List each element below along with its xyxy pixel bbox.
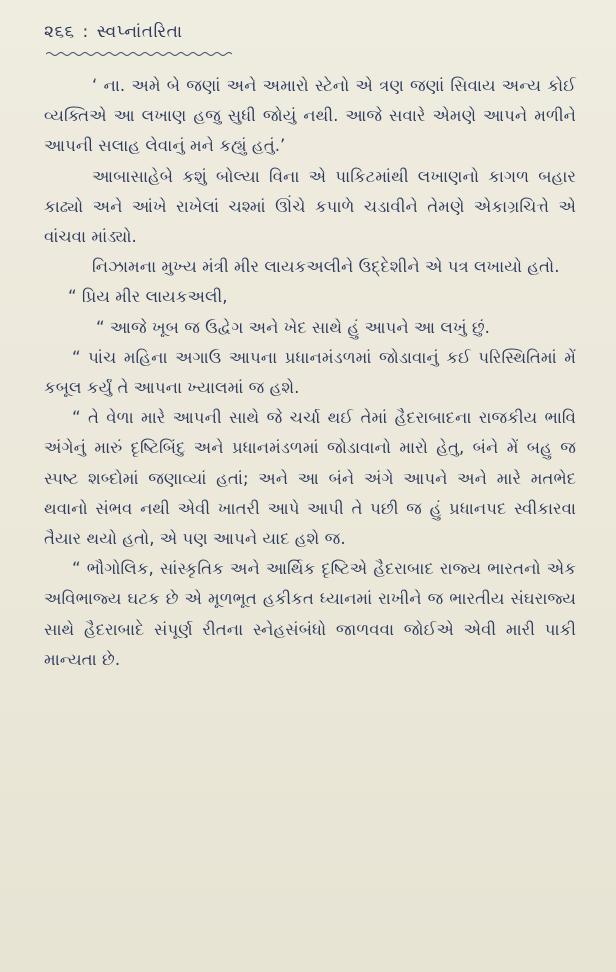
letter-paragraph: “ ભૌગોલિક, સાંસ્કૃતિક અને આર્થિક દૃષ્ટિએ હૈદરાબાદ રાજ્ય ભારતનો એક અવિભાજ્ય ઘટક છે એ મૂળભૂત હકીકત ધ્યાનમાં રાખીને જ ભારતીય સંઘરાજ્ય સાથે હૈદરાબાદે સંપૂર્ણ રીતના સ્નેહસંબંધો જાળવવા જોઈએ એવી મારી પાકી માન્યતા છે. <box>44 559 576 669</box>
paragraph: ‘ ના. અમે બે જણાં અને અમારો સ્ટેનો એ ત્રણ જણાં સિવાય અન્ય કોઈ વ્યક્તિએ આ લખાણ હજુ સુધી જોયું નથી. આજે સવારે એમણે આપને મળીને આપની સલાહ લેવાનું મને કહ્યું હતું.’ <box>44 76 576 156</box>
chapter-title: સ્વપ્નાંતરિતા <box>96 22 183 42</box>
salutation: “ પ્રિય મીર લાયકઅલી, <box>68 287 228 307</box>
header-separator: : <box>82 22 89 42</box>
letter-paragraph: “ તે વેળા મારે આપની સાથે જે ચર્ચા થઈ તેમાં હૈદરાબાદના રાજકીય ભાવિ અંગેનું મારું દૃષ્ટિબિંદુ અને પ્રધાનમંડળમાં જોડાવાનો મારો હેતુ, બંને મેં બહુ જ સ્પષ્ટ શબ્દોમાં જણાવ્યાં હતાં; અને આ બંને અંગે આપને અને મારે મતભેદ થવાનો સંભવ નથી એવી ખાતરી આપે આપી તે પછી જ હું પ્રધાનપદ સ્વીકારવા તૈયાર થયો હતો, એ પણ આપને યાદ હશે જ. <box>44 408 576 549</box>
paragraph: નિઝામના મુખ્ય મંત્રી મીર લાયકઅલીને ઉદ્દેશીને એ પત્ર લખાયો હતો. <box>92 257 560 277</box>
letter-paragraph: “ આજે ખૂબ જ ઉદ્વેગ અને ખેદ સાથે હું આપને આ લખું છું. <box>96 317 490 337</box>
page-number: ૨૬૬ <box>44 22 75 42</box>
running-header <box>44 22 576 42</box>
decorative-wavy-rule <box>46 51 232 57</box>
paragraph: આબાસાહેબે કશું બોલ્યા વિના એ પાકિટમાંથી લખાણનો કાગળ બહાર કાઢ્યો અને આંખે રાખેલાં ચશ્માં ઊંચે કપાળે ચડાવીને તેમણે એકાગ્રચિત્તે એ વાંચવા માંડ્યો. <box>44 166 576 247</box>
letter-paragraph: “ પાંચ મહિના અગાઉ આપના પ્રધાનમંડળમાં જોડાવાનું કઈ પરિસ્થિતિમાં મેં કબૂલ કર્યું તે આપના ખ્યાલમાં જ હશે. <box>44 347 576 398</box>
body-text <box>44 71 576 675</box>
